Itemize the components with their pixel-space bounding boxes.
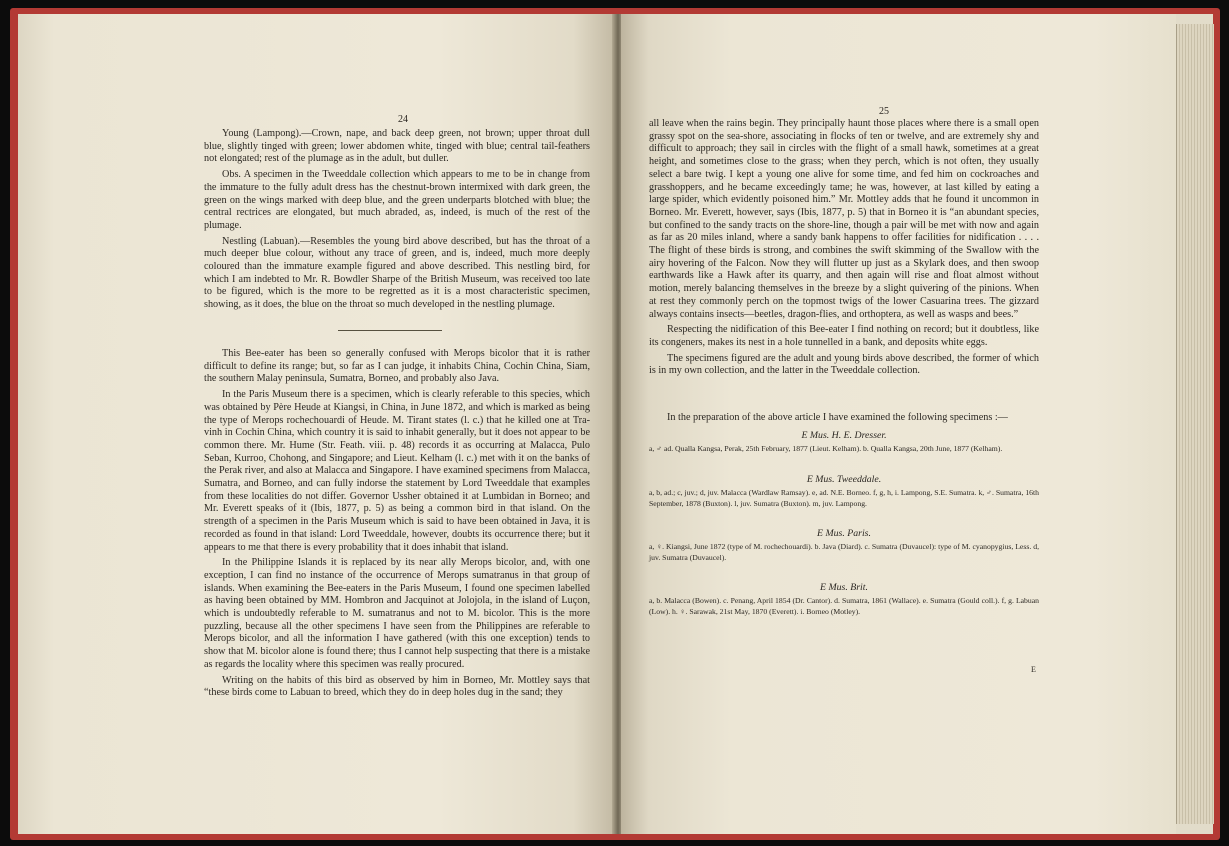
right-page [621,14,1176,834]
collection-entry: a, b, ad.; c, juv.; d, juv. Malacca (Wardlaw Ramsay). e, ad. N.E. Borneo. f, g, h, i. Lampong, S.E. Sumatra. k, ♂. Sumatra, 16th September, 1878 (Buxton). l, juv. Sumatra (Buxton). m, juv. Lampong. [649,488,1039,508]
paragraph: In the Paris Museum there is a specimen, which is clearly referable to this species, which was obtained by Père Heude at Kiangsi, in China, in June 1872, and which is marked as being the type of Merops rochechouardi of Heude. M. Tirant states (l. c.) that he killed one at Tra-vinh in Cochin China, which country it is said to inhabit generally, but it does not appear to be common there. Mr. Hume (Str. Feath. viii. p. 48) records it as occurring at Malacca, Pulo Seban, Kurroo, Chohong, and Singapore; and Lieut. Kelham (l. c.) met with it on the banks of the Perak river, and also at Malacca and Singapore. I have examined specimens from Malacca, Sumatra, and Borneo, and can fully indorse the statement by Lord Tweeddale that examples from these localities do not differ. Governor Ussher obtained it at Lumbidan in Borneo; and Mr. Everett speaks of it (Ibis, 1877, p. 5) as being a common bird in that island. On the strength of a specimen in the Paris Museum which is said to have been obtained in Java, it is recorded as found in that island: Lord Tweeddale, however, doubts its occurrence there; but it appears to me that there is every probability that it does inhabit that island. [204,389,590,553]
page-number: 25 [879,106,889,117]
paragraph: all leave when the rains begin. They principally haunt those places where there is a small open grassy spot on the sea-shore, associating in flocks of ten or twelve, and are extremely shy and difficult to approach; they sail in circles with the flight of a small hawk, sometimes at a great height, and sometimes close to the grass; when they perch, which is not often, they usually select a bare twig. I kept a young one alive for some time, and fed him on cockroaches and grasshoppers, and he became exceedingly tame; he was, however, at last killed by eating a large spider, which evidently poisoned him.” Mr. Mottley adds that he found it uncommon in Borneo. Mr. Everett, however, says (Ibis, 1877, p. 5) that in Borneo it is “an abundant species, but confined to the sandy tracts on the shore-line, though a pair will be met with now and again as far as 20 miles inland, where a sandy bank happens to offer facilities for nidification . . . . The flight of these birds is strong, and combines the swift skimming of the Swallow with the airy hovering of the Falcon. Now they will flutter up just as a Skylark does, and then swoop earthwards like a Hawk after its quarry, and then again will rise and float almost without motion, merely balancing themselves in the breeze by a slight quivering of the pinions. When at rest they commonly perch on the topmost twigs of the lower Casuarina trees. The gizzard always contains insects—beetles, dragon-flies, and orthoptera, as well as wasps and bees.” [649,118,1039,320]
right-main-text [649,118,1039,381]
collection-entry: a, ♂ ad. Qualla Kangsa, Perak, 25th February, 1877 (Lieut. Kelham). b. Qualla Kangsa, 20th June, 1877 (Kelham). [649,444,1003,453]
collection-heading: E Mus. Brit. [820,582,868,593]
collection-heading: E Mus. Tweeddale. [806,474,882,485]
intro-line: In the preparation of the above article I have examined the following specimens :— [667,412,1008,423]
signature-mark: E [1031,665,1036,674]
page-number: 24 [398,114,408,125]
left-main-text [204,348,590,703]
collection-heading: E Mus. Paris. [817,528,871,539]
paragraph: In the Philippine Islands it is replaced by its near ally Merops bicolor, and, with one exception, I can find no instance of the occurrence of Merops sumatranus in that group of islands. When examining the Bee-eaters in the Paris Museum, I found one specimen labelled as having been obtained by MM. Hombron and Jacquinot at Jolojola, in the island of Luçon, which is undoubtedly referable to M. sumatranus and not to M. bicolor. This is the more puzzling, because all the other specimens I have seen from the Philippines are referable to Merops bicolor, and all the information I have gathered (with this one exception) tends to show that M. bicolor alone is found there; thus I cannot help suspecting that there is a mistake as regards the locality where this specimen was really procured. [204,557,590,670]
left-top-text [204,128,590,315]
paragraph: Young (Lampong).—Crown, nape, and back deep green, not brown; upper throat dull blue, slightly tinged with green; lower abdomen white, tinged with blue; central tail-feathers not elongated; rest of the plumage as in the adult, but duller. [204,128,590,165]
specimen-intro [649,412,1039,428]
collection-heading: E Mus. H. E. Dresser. [801,430,887,441]
open-book [18,14,1213,834]
paragraph: Nestling (Labuan).—Resembles the young bird above described, but has the throat of a much deeper blue colour, without any trace of green, and is, indeed, much more deeply coloured than the immature example figured and above described. This nestling bird, for which I am indebted to Mr. R. Bowdler Sharpe of the British Museum, was received too late to be figured, which is the more to be regretted as it is a most characteristic specimen, showing, as it does, the blue on the throat so much developed in the nestling plumage. [204,235,590,311]
paragraph: The specimens figured are the adult and young birds above described, the former of which is in my own collection, and the latter in the Tweeddale collection. [649,352,1039,377]
paragraph: Obs. A specimen in the Tweeddale collection which appears to me to be in change from the immature to the fully adult dress has the chestnut-brown intermixed with dark green, the green on the wings marked with deep blue, and the green underparts blotched with blue; the central rectrices are elongated, but much abraded, as, indeed, is much of the rest of the plumage. [204,169,590,231]
paragraph: Writing on the habits of this bird as observed by him in Borneo, Mr. Mottley says that “these birds come to Labuan to breed, which they do in deep holes dug in the sand; they [204,674,590,699]
collection-entry: a, ♀. Kiangsi, June 1872 (type of M. rochechouardi). b. Java (Diard). c. Sumatra (Duvaucel): type of M. cyanopygius, Less. d, juv. Sumatra (Duvaucel). [649,542,1039,562]
left-page [18,14,615,834]
section-divider [338,330,442,331]
collection-entry: a, b. Malacca (Bowen). c. Penang, April 1854 (Dr. Cantor). d. Sumatra, 1861 (Wallace). e. Sumatra (Gould coll.). f, g. Labuan (Low). h. ♀. Sarawak, 21st May, 1870 (Everett). i. Borneo (Motley). [649,596,1039,616]
paragraph: Respecting the nidification of this Bee-eater I find nothing on record; but it doubtless, like its congeners, makes its nest in a hole tunnelled in a bank, and deposits white eggs. [649,324,1039,348]
paragraph: This Bee-eater has been so generally confused with Merops bicolor that it is rather difficult to define its range; but, so far as I can judge, it inhabits China, Cochin China, Siam, the southern Malay peninsula, Sumatra, Borneo, and probably also Java. [204,348,590,385]
page-edges [1176,24,1214,824]
